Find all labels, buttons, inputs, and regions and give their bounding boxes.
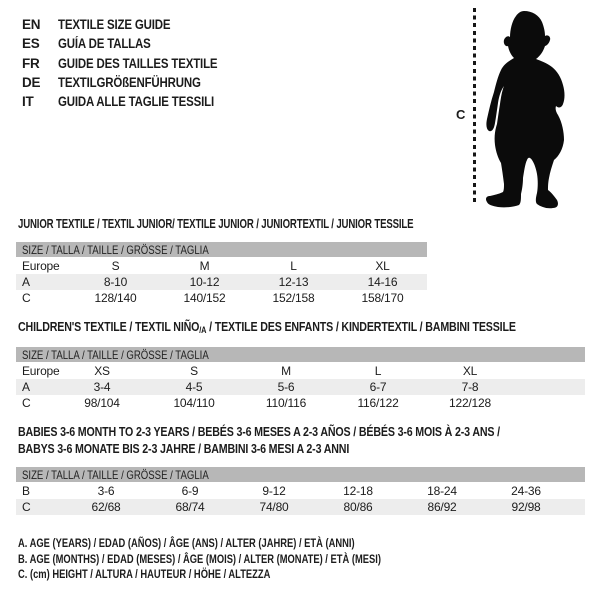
table-cell: 122/128 <box>449 396 491 410</box>
row-label: C <box>22 396 31 410</box>
language-code: IT <box>22 94 34 110</box>
table-cell: 98/104 <box>84 396 120 410</box>
language-row <box>22 54 246 73</box>
language-title: GUIDA ALLE TAGLIE TESSILI <box>58 94 214 110</box>
table-cell: XL <box>375 259 390 273</box>
language-code: DE <box>22 75 41 91</box>
language-title: TEXTILGRÖßENFÜHRUNG <box>58 75 201 91</box>
language-code: FR <box>22 55 40 71</box>
babies-title-line: BABIES 3-6 MONTH TO 2-3 YEARS / BEBÉS 3-6 MESES A 2-3 AÑOS / BÉBÉS 3-6 MOIS À 2-3 ANS / <box>18 424 500 439</box>
table-cell: 116/122 <box>357 396 399 410</box>
table-cell: 80/86 <box>343 500 373 514</box>
junior-table-title: JUNIOR TEXTILE / TEXTIL JUNIOR/ TEXTILE JUNIOR / JUNIORTEXTIL / JUNIOR TESSILE <box>18 216 414 231</box>
row-label: C <box>22 291 31 305</box>
language-code: EN <box>22 17 41 33</box>
junior-size-table <box>16 242 427 306</box>
language-title: GUIDE DES TAILLES TEXTILE <box>58 55 218 71</box>
table-cell: 5-6 <box>277 380 295 394</box>
legend-note-c: C. (cm) HEIGHT / ALTURA / HAUTEUR / HÖHE / ALTEZZA <box>18 567 271 581</box>
table-cell: S <box>111 259 120 273</box>
size-header-label: SIZE / TALLA / TAILLE / GRÖSSE / TAGLIA <box>22 242 209 257</box>
language-title: GUÍA DE TALLAS <box>58 36 151 52</box>
table-row <box>16 363 585 379</box>
table-cell: 14-16 <box>367 275 398 289</box>
table-cell: 3-4 <box>93 380 111 394</box>
table-cell: 9-12 <box>262 484 286 498</box>
size-header-bar <box>16 242 427 257</box>
language-row <box>22 73 246 92</box>
table-cell: L <box>374 364 382 378</box>
size-header-label: SIZE / TALLA / TAILLE / GRÖSSE / TAGLIA <box>22 347 209 362</box>
legend-note-b: B. AGE (MONTHS) / EDAD (MESES) / ÂGE (MOIS) / ALTER (MONATE) / ETÀ (MESI) <box>18 551 381 566</box>
babies-table-title <box>18 423 500 457</box>
table-cell: 4-5 <box>185 380 203 394</box>
legend-notes <box>18 536 483 583</box>
table-cell: 86/92 <box>427 500 457 514</box>
table-cell: 128/140 <box>94 291 137 305</box>
table-row <box>16 274 427 290</box>
toddler-silhouette-icon <box>483 6 575 210</box>
row-label: A <box>22 380 30 394</box>
table-cell: S <box>190 364 198 378</box>
legend-note-a: A. AGE (YEARS) / EDAD (AÑOS) / ÂGE (ANS) / ALTER (JAHRE) / ETÀ (ANNI) <box>18 536 355 550</box>
size-header-bar <box>16 347 585 362</box>
children-table-title <box>18 319 516 335</box>
babies-title-line: BABYS 3-6 MONATE BIS 2-3 JAHRE / BAMBINI 3-6 MESI A 2-3 ANNI <box>18 441 350 456</box>
table-cell: 10-12 <box>189 275 220 289</box>
table-cell: 24-36 <box>511 484 541 498</box>
table-cell: 3-6 <box>97 484 115 498</box>
row-label: A <box>22 275 30 289</box>
table-cell: L <box>290 259 297 273</box>
table-cell: 158/170 <box>361 291 404 305</box>
children-title-subscript: /A <box>199 325 207 335</box>
table-cell: 18-24 <box>427 484 457 498</box>
table-cell: 8-10 <box>103 275 128 289</box>
language-row <box>22 34 246 53</box>
language-title: TEXTILE SIZE GUIDE <box>58 17 171 33</box>
table-cell: 68/74 <box>175 500 205 514</box>
height-measure-dashed-line <box>473 8 476 205</box>
row-label: C <box>22 500 31 514</box>
table-cell: M <box>281 364 291 378</box>
table-row <box>16 395 585 411</box>
table-cell: 7-8 <box>461 380 479 394</box>
table-cell: XL <box>462 364 478 378</box>
table-row <box>16 379 585 395</box>
table-cell: XS <box>94 364 110 378</box>
babies-size-table <box>16 467 585 515</box>
table-cell: 140/152 <box>183 291 226 305</box>
height-measure-label: C <box>456 107 466 122</box>
table-row <box>16 258 427 274</box>
table-row <box>16 499 585 515</box>
language-row <box>22 92 246 111</box>
table-cell: 6-9 <box>181 484 199 498</box>
table-cell: 12-18 <box>343 484 373 498</box>
children-size-table <box>16 347 585 411</box>
row-label: Europe <box>22 364 60 378</box>
table-cell: M <box>199 259 210 273</box>
table-cell: 92/98 <box>511 500 541 514</box>
children-title-text: CHILDREN'S TEXTILE / TEXTIL NIÑO <box>18 319 200 334</box>
table-cell: 104/110 <box>173 396 215 410</box>
size-header-bar <box>16 467 585 482</box>
table-cell: 74/80 <box>259 500 289 514</box>
table-cell: 152/158 <box>272 291 315 305</box>
table-cell: 110/116 <box>265 396 307 410</box>
table-row <box>16 483 585 499</box>
table-cell: 62/68 <box>91 500 121 514</box>
language-code: ES <box>22 36 40 52</box>
size-header-label: SIZE / TALLA / TAILLE / GRÖSSE / TAGLIA <box>22 467 209 482</box>
table-cell: 6-7 <box>369 380 387 394</box>
language-row <box>22 15 246 34</box>
table-row <box>16 290 427 306</box>
table-cell: 12-13 <box>278 275 309 289</box>
row-label: B <box>22 484 30 498</box>
language-title-list <box>22 15 246 111</box>
children-title-text: / TEXTILE DES ENFANTS / KINDERTEXTIL / BAMBINI TESSILE <box>206 319 516 334</box>
row-label: Europe <box>22 259 60 273</box>
